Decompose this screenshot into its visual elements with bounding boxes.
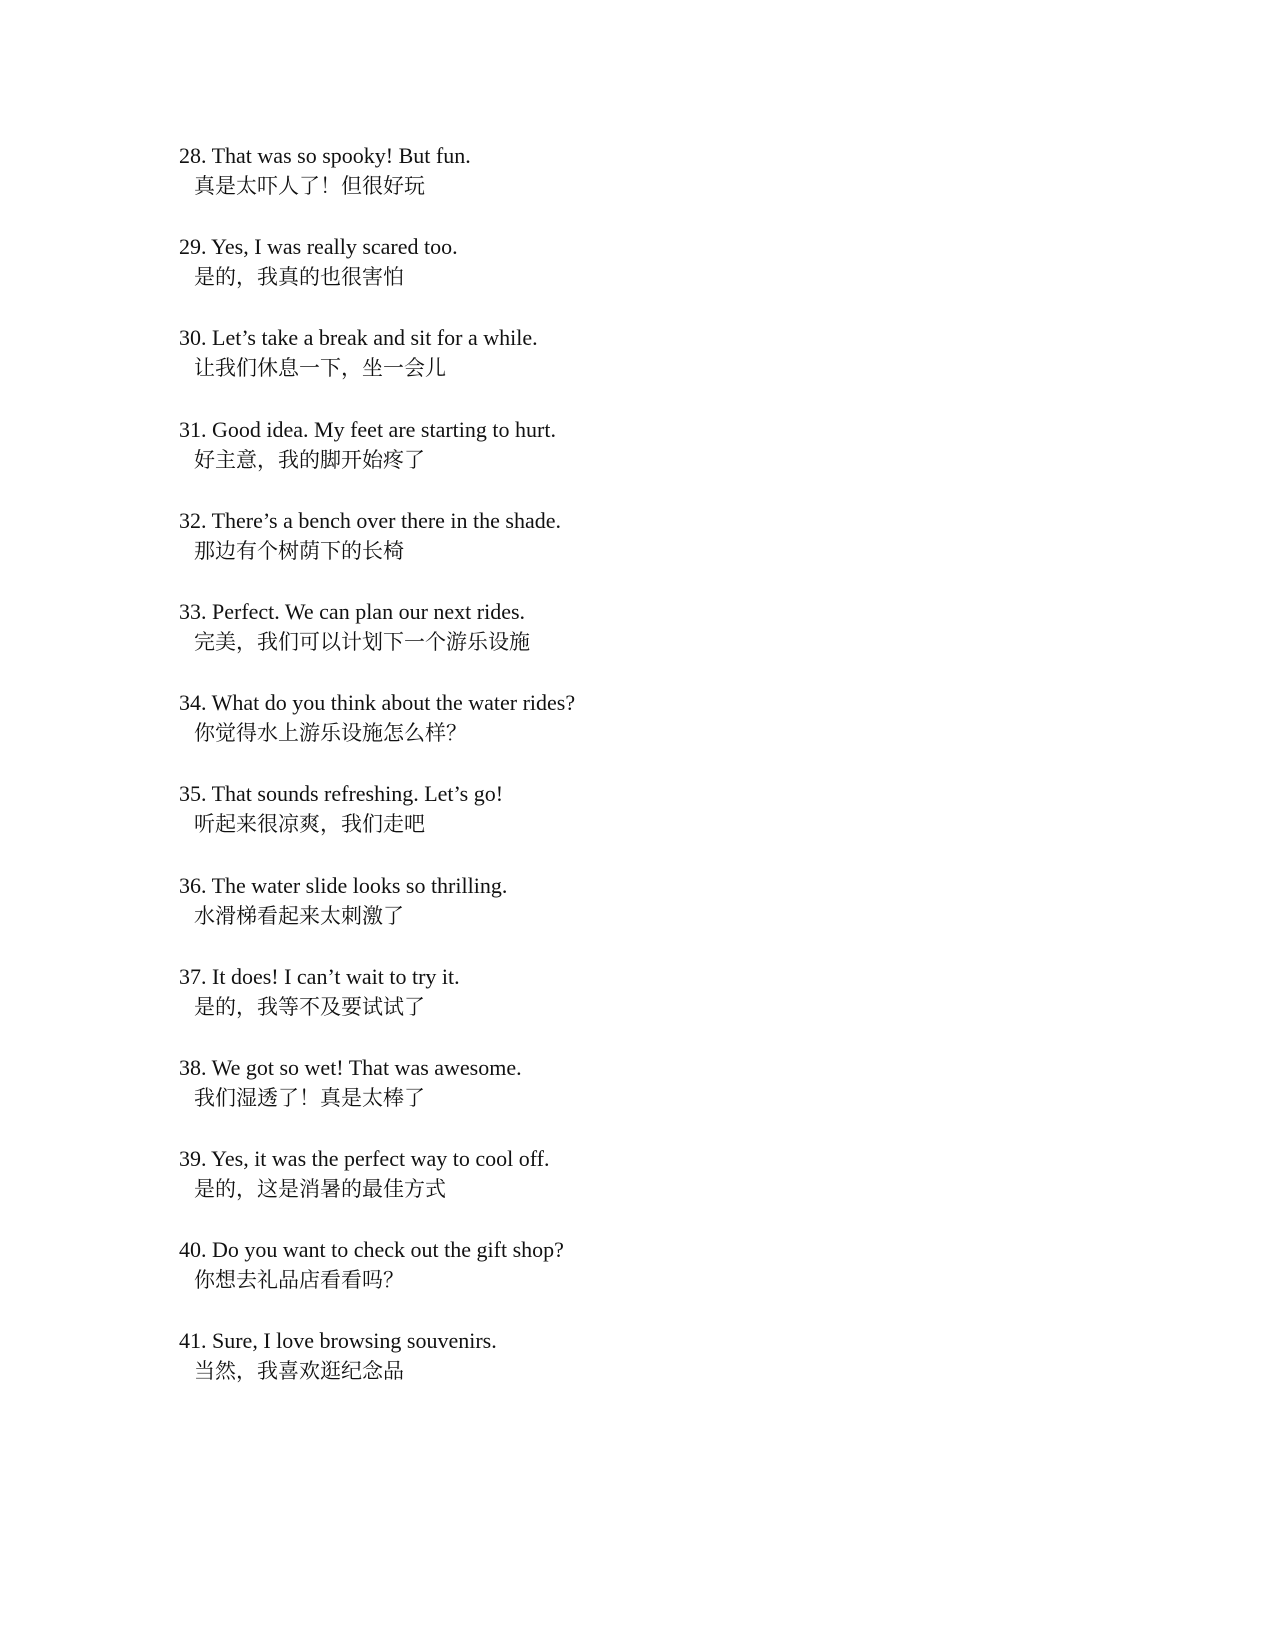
chinese-translation: 是的，我等不及要试试了 bbox=[194, 994, 425, 1019]
chinese-translation: 好主意，我的脚开始疼了 bbox=[194, 447, 425, 472]
dialogue-entry bbox=[179, 232, 1079, 323]
chinese-translation: 当然，我喜欢逛纪念品 bbox=[194, 1359, 404, 1384]
chinese-translation: 让我们休息一下，坐一会儿 bbox=[194, 356, 446, 381]
chinese-translation: 完美，我们可以计划下一个游乐设施 bbox=[194, 629, 530, 654]
dialogue-entry bbox=[179, 688, 1079, 779]
chinese-translation: 听起来很凉爽，我们走吧 bbox=[194, 812, 425, 837]
chinese-translation: 我们湿透了！真是太棒了 bbox=[194, 1085, 425, 1110]
english-line: 35. That sounds refreshing. Let’s go! bbox=[179, 781, 504, 807]
dialogue-entry bbox=[179, 141, 1079, 232]
dialogue-entry bbox=[179, 1144, 1079, 1235]
dialogue-entry bbox=[179, 1326, 1079, 1417]
chinese-translation: 水滑梯看起来太刺激了 bbox=[194, 903, 404, 928]
chinese-translation: 你想去礼品店看看吗？ bbox=[194, 1268, 404, 1293]
english-line: 31. Good idea. My feet are starting to hurt. bbox=[179, 416, 556, 442]
chinese-translation: 是的，这是消暑的最佳方式 bbox=[194, 1177, 446, 1202]
dialogue-entry bbox=[179, 779, 1079, 870]
english-line: 34. What do you think about the water rides? bbox=[179, 690, 576, 716]
dialogue-entry bbox=[179, 1053, 1079, 1144]
english-line: 40. Do you want to check out the gift shop? bbox=[179, 1237, 564, 1263]
dialogue-entry bbox=[179, 323, 1079, 414]
chinese-translation: 你觉得水上游乐设施怎么样？ bbox=[194, 721, 467, 746]
chinese-translation: 真是太吓人了！但很好玩 bbox=[194, 174, 425, 198]
english-line: 32. There’s a bench over there in the shade. bbox=[179, 507, 562, 533]
dialogue-entry bbox=[179, 506, 1079, 597]
dialogue-entry bbox=[179, 415, 1079, 506]
chinese-translation: 那边有个树荫下的长椅 bbox=[194, 538, 404, 563]
dialogue-entry bbox=[179, 597, 1079, 688]
english-line: 39. Yes, it was the perfect way to cool off. bbox=[179, 1146, 550, 1172]
english-line: 37. It does! I can’t wait to try it. bbox=[179, 963, 460, 989]
dialogue-list bbox=[179, 141, 1079, 1418]
english-line: 28. That was so spooky! But fun. bbox=[179, 143, 471, 168]
chinese-translation: 是的，我真的也很害怕 bbox=[194, 265, 404, 290]
dialogue-entry bbox=[179, 1235, 1079, 1326]
english-line: 41. Sure, I love browsing souvenirs. bbox=[179, 1328, 497, 1354]
english-line: 29. Yes, I was really scared too. bbox=[179, 234, 458, 260]
english-line: 38. We got so wet! That was awesome. bbox=[179, 1054, 522, 1080]
dialogue-entry bbox=[179, 871, 1079, 962]
english-line: 30. Let’s take a break and sit for a while. bbox=[179, 325, 538, 351]
english-line: 33. Perfect. We can plan our next rides. bbox=[179, 598, 526, 624]
english-line: 36. The water slide looks so thrilling. bbox=[179, 872, 508, 898]
dialogue-entry bbox=[179, 962, 1079, 1053]
